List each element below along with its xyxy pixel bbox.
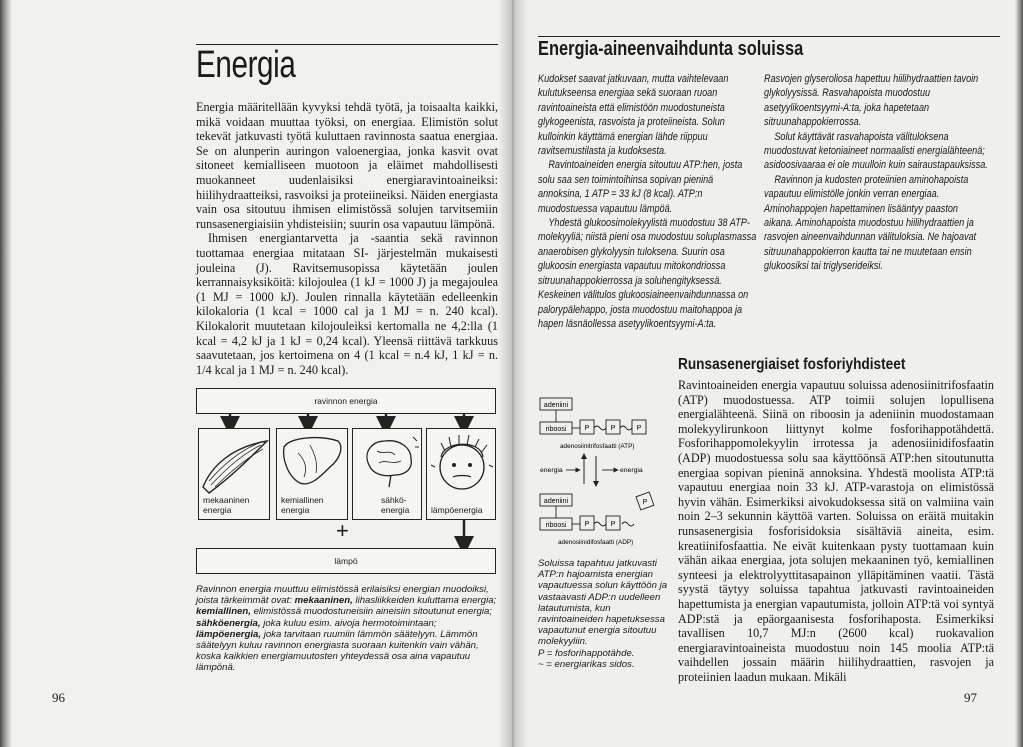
- atp-p3: P: [636, 425, 642, 432]
- caption-term-lampoenergia: lämpöenergia,: [196, 628, 262, 640]
- caption-legend-p: P = fosforihappotähde.: [538, 647, 635, 659]
- muscle-icon: [201, 437, 271, 497]
- lampoenergia-box: [426, 428, 496, 520]
- col2-paragraph: Solut käyttävät rasvahapoista välituloksena muodostuvat ketoniaineet normaalisti energialähteenä; asidoosivaaraa ei ole muulloin kuin sairaustapauksissa.: [764, 130, 988, 172]
- page-edge-right: [1015, 0, 1023, 747]
- col2-paragraph: Rasvojen glyseroliosa hapettuu hiilihydraattien tavoin glykolyysissä. Rasvahapoista muodostuu asetyylikoentsyymi-A:ta, joka hapetetaan sitruunahappokierrossa.: [764, 73, 979, 129]
- adp-p2: P: [610, 521, 616, 528]
- page-edge-left: [0, 0, 12, 747]
- atp-caption: [538, 558, 668, 670]
- energy-in-label: energia: [540, 467, 563, 474]
- atp-p1: P: [584, 425, 590, 432]
- adp-p1: P: [584, 521, 590, 528]
- diagram-caption-left: [196, 584, 498, 674]
- page-number-right: 97: [964, 690, 977, 705]
- atp-ribose-label: riboosi: [545, 426, 567, 433]
- atp-p2: P: [610, 425, 616, 432]
- atp-label: adenosiinitrifosfaatti (ATP): [560, 443, 635, 450]
- caption-term-mekaaninen: mekaaninen,: [294, 595, 353, 607]
- lampo-box: lämpö: [196, 548, 496, 574]
- subsection-title: Runsasenergiaiset fosforiyhdisteet: [678, 356, 906, 373]
- paragraph-1: Energia määritellään kyvyksi tehdä työtä, ja toisaalta kaikki, mikä voidaan muuttaa työksi, on energiaa. Elimistön solut tekevät jatkuvasti työtä kuluttaen ravinnosta saatua energiaa. Se on alunperin auringon valoenergiaa, jonka kasvit ovat sitoneet kemialliseen muotoon ja eläimet mahdollisesti muokanneet uudenlaisiksi energiaravintoaineiksi: hiilihydraatteiksi, rasvoiksi ja proteiineiksi. Näiden energiasta vain osa sitoutuu ihmisen elimistössä solujen tarvitsemiin runsasenergiaisiin yhdisteisiin; suurin osa vapautuu lämpönä.: [196, 100, 499, 231]
- col2-paragraph: Ravinnon ja kudosten proteiinien aminohapoista vapautuu elimistölle jonkin verran energiaa. Aminohappojen hapettaminen lisääntyy paaston aikana. Aminohapoista muodostuu hiilihydraattien ja rasvojen aineenvaihdunnan välituloksia. Ne hajoavat sitruunahappokierron kautta tai ne muutetaan ensin glukoosiksi tai triglyserideiksi.: [764, 173, 977, 273]
- sahkoenergia-label: sähkö-energia: [381, 495, 417, 515]
- plus-sign: +: [336, 518, 349, 543]
- page-number-left: 96: [52, 690, 65, 705]
- caption-legend-tilde: ~ = energiarikas sidos.: [538, 658, 635, 670]
- right-body-text: Ravintoaineiden energia vapautuu soluissa adenosiinitrifosfaatin (ATP) muodostuessa. ATP toimii solujen lopullisena energialähteenä. Siinä on riboosin ja adeniinin muodostamaan molekyylirunkoon liittynyt kolme fosforihappotähdettä. Fosforihappomolekyylin irrotessa ja adenosiinidifosfaatin (ADP) muodostuessa solu saa käyttöönsä ATP:hen sitoutunutta energiaa sopivan pieninä annoksina. Yhdestä moolista ATP:tä vapautuu energiaa noin 33 kJ. ATP-varastoja on elimistössä hyvin vähän. Esimerkiksi aivokudoksessa sitä on valmiina vain noin 2–3 sekunnin käyttöä varten. Soluissa on eräitä muitakin runsasenergisia fosforisidoksia sisältäviä aineita, esim. kreatiinifosfaattia. Ne eivät kuitenkaan pysty tuottamaan kuin vähän aikaa energiaa, jota solujen mekaaninen työ, kemiallinen synteesi ja elektrolyyttitasapainon ylläpitäminen vaatii. Tästä syystä täytyy soluissa tapahtua jatkuvasti ravintoaineiden hapettumista ja energian vapautumista, jolloin ATP:tä voi syntyä ADP:stä ja epäorgaanisesta fosforihaposta. Esimerkiksi tavallisen 10,7 MJ:n (2600 kcal) ruokavalion energiaravintoaineista muodostuu noin 145 moolia ATP:tä vaihdellen jossain määrin hiilihydraattien, rasvojen ja proteiinien laadun mukaan. Mikäli: [678, 378, 994, 684]
- right-column-2: [764, 72, 989, 274]
- atp-adp-diagram: [538, 376, 668, 558]
- caption-text: joka kuluu esim. aivoja hermotoimintaan;: [260, 617, 437, 629]
- energy-out-label: energia: [620, 467, 643, 474]
- kemiallinen-energia-box: [276, 428, 348, 520]
- adp-label: adenosiinidifosfaatti (ADP): [558, 539, 634, 546]
- caption-term-sahkoenergia: sähköenergia,: [196, 617, 261, 629]
- col1-paragraph: Kudokset saavat jatkuvaan, mutta vaihtelevaan kulutukseensa energiaa sekä suoraan ruoan ravintoaineista että elimistöön muodostuneista glykogeenista, rasvoista ja proteiineista. Solun kulloinkin käyttämä energian lähde riippuu ravitsemustilasta ja kudoksesta.: [538, 73, 729, 158]
- free-phosphate: P: [642, 499, 648, 506]
- right-column-1: [538, 72, 758, 331]
- ravinnon-energia-box: ravinnon energia: [196, 388, 496, 414]
- mekaaninen-energia-box: [198, 428, 270, 520]
- col1-paragraph: Ravintoaineiden energia sitoutuu ATP:hen, josta solu saa sen toimintoihinsa sopivan pieninä annoksina, 1 ATP = 33 kJ (8 kcal). ATP:n muodostuessa vapautuu lämpöä.: [538, 159, 743, 215]
- liver-icon: [280, 433, 346, 493]
- section-title: Energia-aineenvaihdunta soluissa: [538, 38, 804, 60]
- brain-icon: [355, 433, 421, 493]
- caption-text: elimistössä muodostuneisiin aineisiin sitoutunut energia;: [250, 606, 492, 618]
- right-title-rule: [538, 36, 1000, 37]
- caption-text: joka tarvitaan ruumiin lämmön säätelyyn. Lämmön säätelyyn kuluu ravinnon energiasta suoraan kuitenkin vain vähän, koska kaikkien energiamuutosten yhteydessä osa aina vapautuu lämpönä.: [196, 628, 479, 674]
- right-page: [512, 0, 1023, 747]
- sahkoenergia-box: [352, 428, 422, 520]
- adp-ribose-label: riboosi: [545, 522, 567, 529]
- left-body-text: [196, 100, 498, 377]
- paragraph-2: Ihmisen energiantarvetta ja -saantia sekä ravinnon tuottamaa energiaa mitataan SI- järjestelmän mukaisesti jouleina (J). Ravitsemusopissa käytetään joulen kerrannaisyksiköitä: kilojoulea (1 kJ = 1000 J) ja megajoulea (1 MJ = 1000 kJ). Joulen rinnalla käytetään edelleenkin kilokaloria (1 kcal = 1000 cal ja 1 MJ = n. 240 kcal). Kilokalorit muutetaan kilojouleiksi kertomalla ne 4,2:lla (1 kcal = 4,2 kJ ja 1 kJ = 0,24 kcal). Yleensä riittävä tarkkuus saavutetaan, jos kertoimena on 4 (1 kcal = n.4 kJ, 1 kJ = n. 1/4 kcal ja 1 MJ = n. 240 kcal).: [196, 231, 498, 377]
- adp-adenine-label: adeniini: [543, 498, 569, 505]
- atp-adenine-label: adeniini: [543, 402, 569, 409]
- lampoenergia-label: lämpöenergia: [431, 505, 491, 515]
- page-title-energia: Energia: [196, 44, 296, 86]
- caption-text: lihasliikkeiden kuluttama energia;: [352, 595, 497, 607]
- energy-forms-diagram: [196, 388, 496, 574]
- caption-text: Ravinnon energia muuttuu elimistössä erilaisiksi energian muodoiksi, joista tärkeimmät ovat:: [196, 584, 489, 607]
- face-icon: [429, 431, 495, 501]
- atp-caption-text: Soluissa tapahtuu jatkuvasti ATP:n hajoamista energian vapautuessa solun käyttöön ja vastaavasti ADP:n uudelleen latautumista, kun ravintoaineiden hapetuksessa vapautunut energia sitoutuu molekyyliin.: [538, 558, 668, 648]
- kemiallinen-energia-label: kemiallinen energia: [281, 495, 335, 515]
- caption-term-kemiallinen: kemiallinen,: [196, 606, 251, 618]
- mekaaninen-energia-label: mekaaninen energia: [203, 495, 263, 515]
- col1-paragraph: Yhdestä glukoosimolekyylistä muodostuu 38 ATP-molekyyliä; niistä pieni osa muodostuu soluplasmassa anaerobisen glykolyysin tuloksena. Suurin osa glukoosin energiasta vapautuu mitokondriossa sitruunahappokierrossa ja soluhengityksessä. Keskeinen välitulos glukoosiaineenvaihdunnassa on palorypälehappo, josta muodostuu maitohappoa ja hapen läsnäollessa asetyylikoentsyymi-A:ta.: [538, 217, 757, 330]
